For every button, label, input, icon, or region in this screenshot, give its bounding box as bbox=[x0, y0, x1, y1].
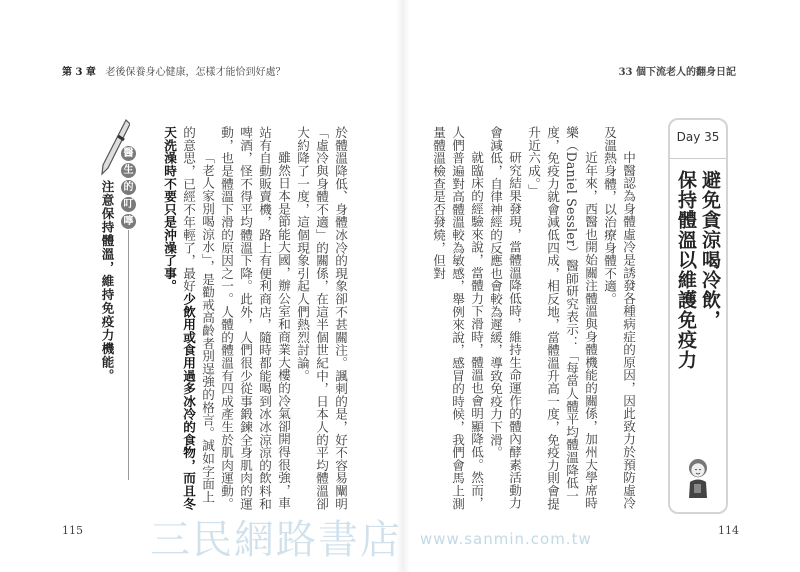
book-gutter bbox=[396, 0, 410, 572]
section-title bbox=[674, 170, 722, 370]
day-label: Day 35 bbox=[676, 130, 720, 144]
elderly-woman-illustration-icon bbox=[687, 458, 709, 498]
title-line-1: 避免貪涼喝冷飲， bbox=[699, 170, 721, 330]
watermark-name: 三民網路書店 bbox=[150, 517, 402, 563]
paragraph: 研究結果發現，當體溫降低時，維持生命運作的體內酵素活動力會減低，自律神經的反應也會較為遲緩，導致免疫力下滑。 bbox=[488, 126, 522, 510]
badge-char: 生 bbox=[121, 163, 136, 178]
badge-char: 醫 bbox=[121, 146, 136, 161]
chapter-title: 老後保養身心健康，怎樣才能恰到好處？ bbox=[105, 67, 286, 78]
book-title-header: 33 個下流老人的翻身日記 bbox=[618, 67, 736, 78]
badge-char: 嚀 bbox=[121, 214, 136, 229]
title-line-2: 保持體溫以維護免疫力 bbox=[675, 170, 697, 370]
doctor-tip-badge bbox=[121, 146, 136, 229]
doctor-tip-text: 注意保持體溫，維持免疫力機能。 bbox=[100, 180, 115, 383]
paragraph bbox=[160, 126, 217, 514]
chapter-header bbox=[62, 63, 285, 78]
badge-char: 的 bbox=[121, 180, 136, 195]
paragraph: 雖然日本是節能大國，辦公室和商業大樓的冷氣卻開得很強，車站有自動販賣機，路上有便利商店，隨時都能喝到冰冰涼涼的飲料和啤酒，怪不得平均體溫下降。此外，人們很少從事鍛鍊全身肌肉的運動，也是體溫下滑的原因之一。人體的體溫有四成產生於肌肉運動。 bbox=[219, 126, 291, 510]
emphasis-text: 少飲用或食用過多冰冷的食物，而且冬天洗澡時不要只是沖澡了事。 bbox=[162, 126, 196, 511]
watermark-url: www.sanmin.com.tw bbox=[420, 530, 592, 548]
page-number-left: 115 bbox=[62, 524, 83, 537]
paragraph-continuation: 於體溫降低、身體冰冷的現象卻不甚關注。諷刺的是，好不容易闡明「虛冷與身體不適」的關係，在這半個世紀中，日本人的平均體溫卻大約降了一度，這個現象引起人們熱烈討論。 bbox=[295, 126, 348, 510]
badge-char: 叮 bbox=[121, 197, 136, 212]
divider bbox=[670, 158, 726, 159]
page-number-right: 114 bbox=[718, 524, 739, 537]
paragraph-text: 「老人家別喝涼水」，是勸戒高齡者別逞強的格言。誠如字面上的意思，已經不年輕了，最好 bbox=[181, 126, 215, 504]
paragraph: 就臨床的經驗來說，當體力下滑時，體溫也會明顯降低。然而，人們普遍對高體溫較為敏感，舉例來說，感冒的時候，我們會馬上測量體溫檢查是否發燒，但對 bbox=[431, 126, 484, 510]
chapter-label: 第 3 章 bbox=[62, 67, 96, 78]
paragraph: 近年來，西醫也開始關注體溫與身體機能的關係，加州大學席時樂（Daniel Sessler）醫師研究表示：「每當人體平均體溫降低一度，免疫力就會減低四成，相反地，當體溫升高一度，免疫力則會提升近六成。」 bbox=[526, 126, 598, 510]
day-title-box bbox=[668, 118, 728, 514]
tip-divider-line bbox=[128, 230, 129, 480]
left-page-body bbox=[142, 126, 350, 514]
paragraph: 中醫認為身體虛冷是誘發各種病症的原因，因此致力於預防虛冷及溫熱身體，以治療身體不適。 bbox=[602, 126, 636, 510]
right-page-body bbox=[416, 126, 638, 514]
